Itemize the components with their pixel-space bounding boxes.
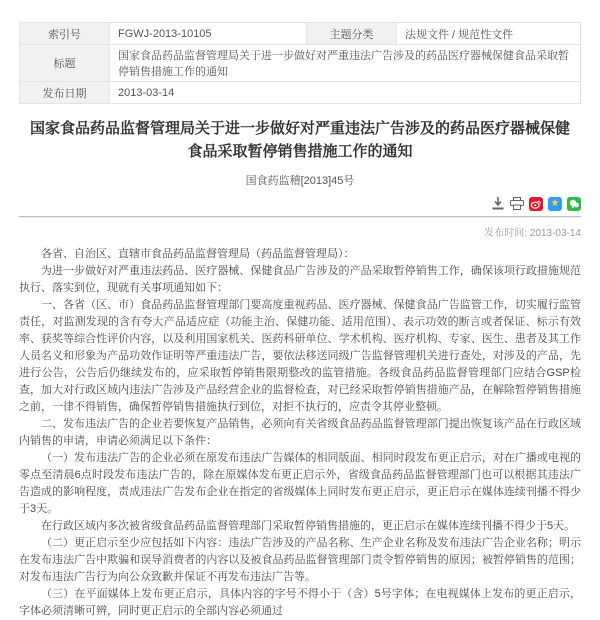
body-paragraph: （二）更正启示至少应包括如下内容：违法广告涉及的产品名称、生产企业名称及发布违法广告企业名称；明示在发布违法广告中欺骗和误导消费者的内容以及被食品药品监督管理部门责令暂停销售的原因；被暂停销售的范围；对发布违法广告行为向公众致歉并保证不再发布违法广告等。: [19, 536, 581, 583]
meta-label-title: 标题: [20, 45, 110, 82]
weibo-share-icon[interactable]: [529, 197, 543, 211]
meta-label-category: 主题分类: [307, 23, 397, 45]
title-divider: [19, 216, 581, 218]
article-title: 国家食品药品监督管理局关于进一步做好对严重违法广告涉及的药品医疗器械保健食品采取暂停销售措施工作的通知: [29, 120, 570, 161]
meta-label-index: 索引号: [20, 23, 110, 45]
publish-time: [19, 224, 581, 239]
wechat-share-icon[interactable]: [567, 197, 581, 211]
body-paragraph: 一、各省（区、市）食品药品监督管理部门要高度重视药品、医疗器械、保健食品广告监管工作，切实履行监管责任，对监测发现的含有夸大产品适应症（功能主治、保健功能、适用范围）、表示功效的断言或者保证、标示有效率、获奖等综合性评价内容，以及利用国家机关、医药科研单位、学术机构、医疗机构、专家、医生、患者及其工作人员名义和形象为产品功效作证明等严重违法广告，要依法移送同级广告监督管理机关进行查处，对涉及的产品，先进行公告，公告后仍继续发布的，应采取暂停销售限期整改的监管措施。各级食品药品监督管理部门应结合GSP检查，加大对行政区域内违法广告涉及产品经营企业的监督检查，对已经采取暂停销售措施产品，在解除暂停销售措施之前，一律不得销售，确保暂停销售措施执行到位，对拒不执行的，应责令其停业整顿。: [19, 298, 581, 413]
body-paragraph: （三）在平面媒体上发布更正启示，具体内容的字号不得小于（含）5号字体；在电视媒体上发布的更正启示，字体必须清晰可辨，同时更正启示的全部内容必须通过: [19, 587, 581, 617]
meta-value-title: 国家食品药品监督管理局关于进一步做好对严重违法广告涉及的药品医疗器械保健食品采取暂停销售措施工作的通知: [110, 45, 581, 82]
meta-value-date: 2013-03-14: [110, 82, 581, 104]
qzone-star-glyph: ★: [550, 197, 560, 209]
body-paragraph: 在行政区域内多次被省级食品药品监督管理部门采取暂停销售措施的，更正启示在媒体连续刊播不得少于5天。: [41, 519, 576, 532]
article-body: [19, 246, 581, 620]
share-toolbar: [19, 197, 581, 211]
body-paragraph: （一）发布违法广告的企业必须在原发布违法广告媒体的相同版面、相同时段发布更正启示，对在广播或电视的零点至清晨6点时段发布违法广告的，除在原媒体发布更正启示外，省级食品药品监督管理部门也可以根据其违法广告造成的影响程度，责成违法广告发布企业在指定的省级媒体上同时发布更正启示，更正启示在媒体连续刊播不得少于3天。: [19, 451, 581, 515]
download-icon[interactable]: [491, 197, 505, 210]
qzone-share-icon[interactable]: [548, 197, 562, 211]
document-number: 国食药监稽[2013]45号: [245, 174, 355, 187]
meta-value-index: FGWJ-2013-10105: [110, 23, 307, 45]
meta-value-category: 法规文件 / 规范性文件: [397, 23, 581, 45]
publish-time-value: 2013-03-14: [529, 227, 581, 239]
body-paragraph: 为进一步做好对严重违法药品、医疗器械、保健食品广告涉及的产品采取暂停销售工作，确保该项行政措施规范执行、落实到位，现就有关事项通知如下：: [19, 264, 581, 294]
publish-time-label: 发布时间:: [484, 227, 528, 239]
body-paragraph: 二、发布违法广告的企业若要恢复产品销售，必须向有关省级食品药品监督管理部门提出恢复该产品在行政区域内销售的申请，申请必须满足以下条件：: [19, 417, 581, 447]
document-meta-table: [19, 22, 581, 104]
meta-label-date: 发布日期: [20, 82, 110, 104]
print-icon[interactable]: [510, 197, 524, 210]
body-paragraph: 各省、自治区、直辖市食品药品监督管理局（药品监督管理局）：: [41, 247, 355, 260]
